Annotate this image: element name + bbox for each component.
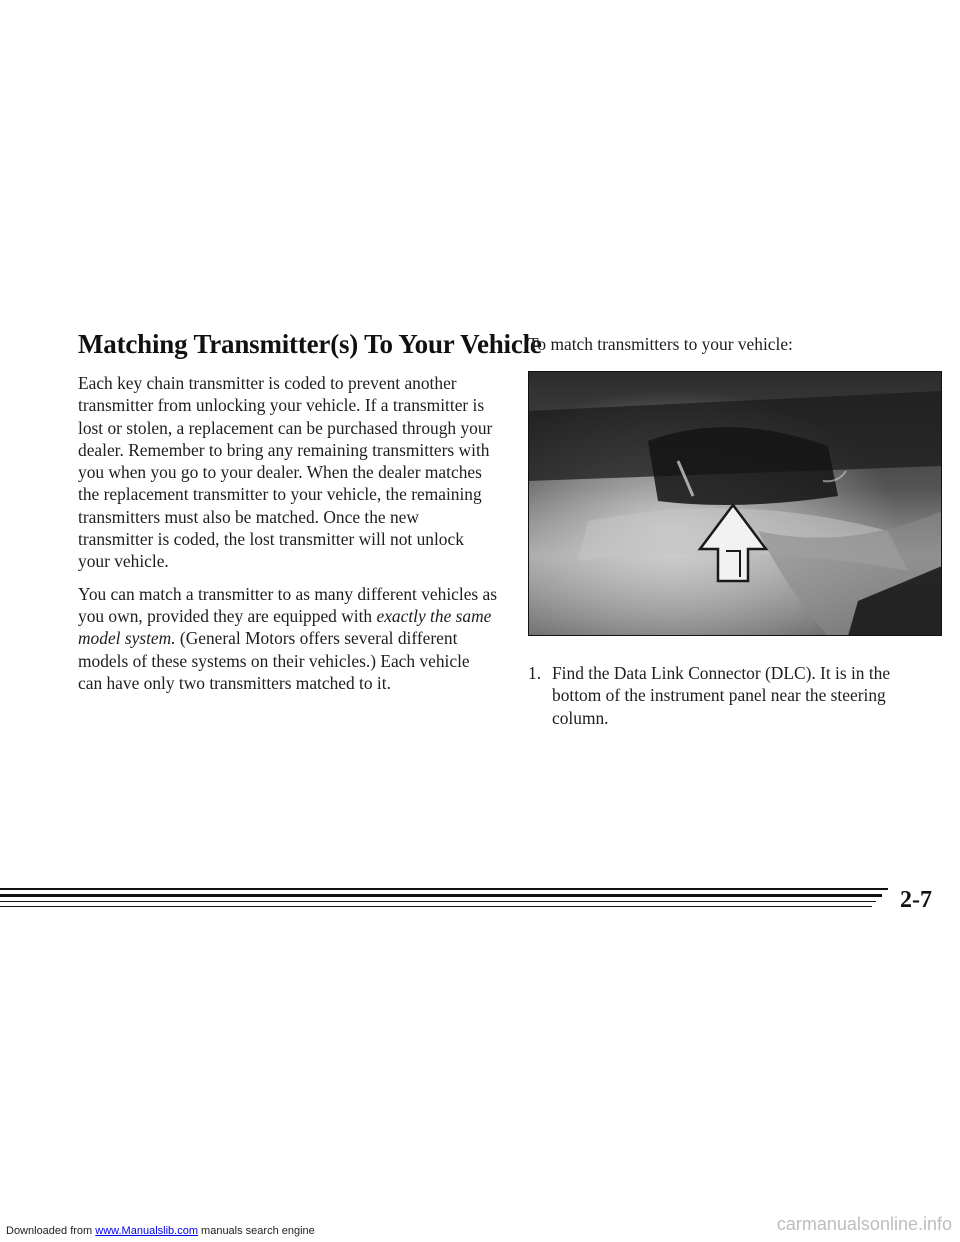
paragraph-matching-end: (General Motors offers several different models of these systems on their vehicles.) Each vehicle can have only two transmitters matched to it. [78,628,470,693]
section-heading: Matching Transmitter(s) To Your Vehicle [78,329,542,359]
manualslib-link[interactable]: www.Manualslib.com [95,1225,198,1237]
watermark: carmanualsonline.info [776,1214,952,1234]
footer-prefix: Downloaded from [6,1225,96,1237]
paragraph-matching-start: You can match a transmitter to as many different vehicles as you own, provided they are equipped with [78,583,498,626]
dlc-location-photo [528,371,942,636]
rule-line [0,894,882,897]
step-text: Find the Data Link Connector (DLC). It is in the bottom of the instrument panel near the steering column. [552,663,891,728]
procedure-step [528,662,938,729]
rule-line [0,906,872,907]
paragraph-matching-emphasis: exactly the same model system. [78,605,492,649]
left-column [78,328,542,704]
footer-suffix: manuals search engine [197,1225,315,1237]
step-number: 1. [528,663,542,683]
footer-rules [0,888,888,918]
rule-line [0,901,876,902]
page-number: 2-7 [900,887,932,913]
paragraph-matching [78,583,498,694]
rule-line [0,888,888,890]
paragraph-coding: Each key chain transmitter is coded to prevent another transmitter from unlocking your vehicle. If a transmitter is lost or stolen, a replacement can be purchased through your dealer. Remember to bring any remaining transmitters with you when you go to your dealer. When the dealer matches the replacement transmitter to your vehicle, the remaining transmitters must also be matched. Once the new transmitter is coded, the lost transmitter will not unlock your vehicle. [78,373,493,572]
procedure-intro: To match transmitters to your vehicle: [528,334,793,354]
right-column [528,333,948,355]
download-footer [6,1225,315,1238]
